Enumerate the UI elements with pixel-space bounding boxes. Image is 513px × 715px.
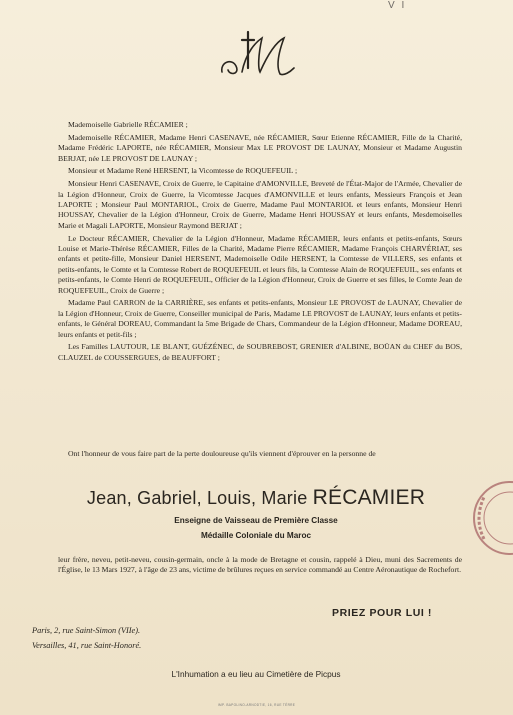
family-paragraph: Mademoiselle RÉCAMIER, Madame Henri CASENAVE, née RÉCAMIER, Sœur Etienne RÉCAMIER, Fille de la Charité, Madame Frédéric LAPORTE, née RÉCAMIER, Monsieur Max LE PROVOST DE LAUNAY, Monsieur et Madame Augustin BERJAT, née LE PROVOST DE LAUNAY ;	[58, 132, 462, 163]
family-list	[58, 120, 462, 366]
prayer-line: PRIEZ POUR LUI !	[332, 607, 433, 619]
deceased-surname: RÉCAMIER	[312, 486, 426, 509]
family-paragraph: Madame Paul CARRON de la CARRIÈRE, ses enfants et petits-enfants, Monsieur LE PROVOST de LAUNAY, Chevalier de la Légion d'Honneur, Croix de Guerre, Conseiller municipal de Paris, Madame LE PROVOST de LAUNAY, leurs enfants et petits-enfants, le Général DOREAU, Commandant la 5me Brigade de Chars, Commandeur de la Légion d'Honneur, Madame DOREAU, leurs enfants et petit-fils ;	[58, 298, 462, 339]
family-paragraph: Monsieur Henri CASENAVE, Croix de Guerre, le Capitaine d'AMONVILLE, Breveté de l'État-Major de l'Armée, Chevalier de la Légion d'Honneur, Croix de Guerre, la Vicomtesse Jacques d'AMONVILLE et leurs enfants, Messieurs François et Jean LAPORTE ; Monsieur Paul MONTARIOL, Croix de Guerre, Madame Paul MONTARIOL et leurs enfants, Monsieur Henri HOUSSAY, Chevalier de la Légion d'Honneur, Croix de Guerre, Madame Henri HOUSSAY et leurs enfants, Mesdemoiselles Marie et Magali LAPORTE, Monsieur Raymond BERJAT ;	[58, 179, 462, 230]
address-paris: Paris, 2, rue Saint-Simon (VIIe).	[32, 626, 141, 635]
family-paragraph: Mademoiselle Gabrielle RÉCAMIER ;	[68, 120, 188, 129]
address-versailles: Versailles, 41, rue Saint-Honoré.	[32, 641, 142, 650]
deceased-name	[40, 486, 472, 510]
archive-stamp-icon	[466, 479, 513, 557]
family-paragraph: Le Docteur RÉCAMIER, Chevalier de la Légion d'Honneur, Madame RÉCAMIER, leurs enfants et petits-enfants, Sœurs Louise et Marie-Thérèse RÉCAMIER, Filles de la Charité, Madame Pierre RÉCAMIER, Madame François CHARVÉRIAT, ses enfants et petite-fille, Monsieur Daniel HERSENT, Mademoiselle Odile HERSENT, la Comtesse de VILLERS, ses enfants et petits-enfants, le Comte et la Comtesse Robert de ROQUEFEUIL et leurs fils, la Comtesse Alain de ROQUEFEUIL, ses enfants et petits-enfants, le Comte Henri de ROQUEFEUIL, Officier de la Légion d'Honneur, Croix de Guerre et ses filles, le Comte Jean de ROQUEFEUIL, Croix de Guerre ;	[58, 233, 462, 295]
death-details: leur frère, neveu, petit-neveu, cousin-germain, oncle à la mode de Bretagne et cousin, rappelé à Dieu, muni des Sacrements de l'Église, le 13 Mars 1927, à l'âge de 23 ans, victime de brûlures reçues en service commandé au Centre Aéronautique de Rochefort.	[58, 555, 462, 575]
family-paragraph: Monsieur et Madame René HERSENT, la Vicomtesse de ROQUEFEUIL ;	[68, 166, 298, 176]
family-paragraph: Les Familles LAUTOUR, LE BLANT, GUÉZÉNEC, de SOUBREBOST, GRENIER d'ALBINE, BOÜAN du CHEF du BOS, CLAUZEL de COUSSERGUES, de BEAUFFORT ;	[58, 342, 462, 362]
top-mark: V I	[388, 0, 407, 11]
burial-note: L'Inhumation a eu lieu au Cimetière de Picpus	[171, 669, 341, 679]
deceased-given-names: Jean, Gabriel, Louis, Marie	[86, 488, 308, 508]
deceased-rank: Enseigne de Vaisseau de Première Classe	[174, 516, 338, 525]
cross-monogram-icon	[212, 28, 302, 80]
deceased-medal: Médaille Coloniale du Maroc	[200, 531, 312, 540]
announcement-line: Ont l'honneur de vous faire part de la perte douloureuse qu'ils viennent d'éprouver en la personne de	[68, 449, 376, 458]
printer-credit: IMP. BAPOLINO-ARNODTIE, 16, RUE TÉRRE	[217, 703, 296, 707]
